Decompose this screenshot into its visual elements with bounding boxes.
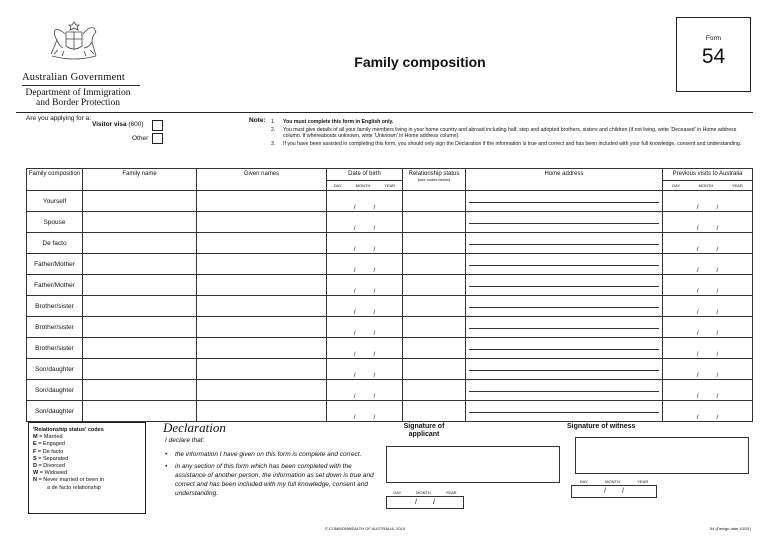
form-id: 54 (Design date 10/15): [710, 526, 751, 531]
relationship-status-cell[interactable]: [403, 233, 466, 254]
witness-date-field[interactable]: / /: [571, 485, 657, 498]
relationship-status-cell[interactable]: [403, 296, 466, 317]
family-name-cell[interactable]: [83, 359, 197, 380]
table-row: [27, 296, 753, 317]
note-text: If you have been assisted in completing this form, you should only sign the Declaration if the information is true and correct and has been included with your full knowledge, consent and understanding.: [283, 140, 742, 147]
other-checkbox[interactable]: [152, 133, 163, 144]
relationship-status-cell[interactable]: [403, 191, 466, 212]
applying-question: Are you applying for a:: [26, 115, 92, 122]
date-of-birth-cell[interactable]: / /: [327, 380, 403, 401]
previous-visits-cell[interactable]: / /: [663, 401, 753, 422]
previous-visits-cell[interactable]: / /: [663, 191, 753, 212]
department-line-2: and Border Protection: [36, 98, 120, 108]
address-line: [469, 286, 659, 287]
previous-visits-cell[interactable]: / /: [663, 359, 753, 380]
family-member-label: Father/Mother: [27, 275, 83, 296]
relationship-status-cell[interactable]: [403, 380, 466, 401]
address-line: [469, 265, 659, 266]
table-row: [27, 254, 753, 275]
col-relationship-status: Relationship status (see codes below): [403, 169, 466, 191]
relationship-status-cell[interactable]: [403, 275, 466, 296]
previous-visits-cell[interactable]: / /: [663, 275, 753, 296]
date-of-birth-cell[interactable]: / /: [327, 401, 403, 422]
previous-visits-cell[interactable]: / /: [663, 254, 753, 275]
previous-visits-cell[interactable]: / /: [663, 380, 753, 401]
family-member-label: Son/daughter: [27, 380, 83, 401]
date-of-birth-cell[interactable]: / /: [327, 296, 403, 317]
form-number-box: [676, 17, 751, 92]
relationship-status-cell[interactable]: [403, 254, 466, 275]
bullet-icon: •: [165, 451, 168, 458]
family-member-label: Spouse: [27, 212, 83, 233]
relationship-status-cell[interactable]: [403, 317, 466, 338]
family-member-label: Brother/sister: [27, 296, 83, 317]
table-row: [27, 212, 753, 233]
note-number: 3.: [271, 140, 276, 147]
note-label: Note:: [249, 117, 266, 124]
date-of-birth-cell[interactable]: / /: [327, 275, 403, 296]
family-member-label: Father/Mother: [27, 254, 83, 275]
family-member-label: De facto: [27, 233, 83, 254]
date-of-birth-cell[interactable]: / /: [327, 338, 403, 359]
date-of-birth-cell[interactable]: / /: [327, 212, 403, 233]
family-name-cell[interactable]: [83, 191, 197, 212]
government-rule: [22, 85, 140, 86]
applicant-date-field[interactable]: / /: [386, 496, 464, 509]
home-address-cell[interactable]: [466, 233, 663, 254]
previous-visits-cell[interactable]: / /: [663, 338, 753, 359]
code-item: E = Engaged: [33, 441, 65, 448]
table-row: [27, 275, 753, 296]
family-name-cell[interactable]: [83, 380, 197, 401]
previous-visits-cell[interactable]: / /: [663, 233, 753, 254]
relationship-codes-box: [28, 422, 146, 514]
family-name-cell[interactable]: [83, 212, 197, 233]
family-member-label: Yourself: [27, 191, 83, 212]
table-header-row: [27, 169, 753, 191]
note-text: You must complete this form in English only.: [283, 119, 394, 125]
code-item: F = De facto: [33, 448, 64, 455]
visitor-visa-label: [92, 121, 144, 128]
other-label: Other: [132, 135, 149, 142]
code-continuation: a de facto relationship: [47, 484, 101, 491]
home-address-cell[interactable]: [466, 212, 663, 233]
codes-title: 'Relationship status' codes: [33, 427, 104, 433]
table-row: [27, 359, 753, 380]
col-family-composition: Family composition: [27, 169, 83, 191]
note-number: 2.: [271, 126, 276, 133]
given-names-cell[interactable]: [197, 401, 327, 422]
witness-signature-field[interactable]: [575, 437, 749, 474]
address-line: [469, 328, 659, 329]
relationship-status-cell[interactable]: [403, 401, 466, 422]
address-line: [469, 307, 659, 308]
date-of-birth-cell[interactable]: / /: [327, 359, 403, 380]
code-item: W = Widowed: [33, 470, 68, 477]
family-name-cell[interactable]: [83, 296, 197, 317]
given-names-cell[interactable]: [197, 359, 327, 380]
visitor-visa-checkbox[interactable]: [152, 120, 163, 131]
home-address-cell[interactable]: [466, 359, 663, 380]
col-given-names: Given names: [197, 169, 327, 191]
family-member-label: Son/daughter: [27, 359, 83, 380]
witness-date: DAY MONTH YEAR / /: [571, 479, 657, 498]
family-name-cell[interactable]: [83, 254, 197, 275]
home-address-cell[interactable]: [466, 191, 663, 212]
home-address-cell[interactable]: [466, 296, 663, 317]
family-member-label: Brother/sister: [27, 338, 83, 359]
given-names-cell[interactable]: [197, 296, 327, 317]
family-member-label: Brother/sister: [27, 317, 83, 338]
given-names-cell[interactable]: [197, 191, 327, 212]
declaration-item: • the information I have given on this form is complete and correct.: [165, 451, 362, 458]
family-name-cell[interactable]: [83, 233, 197, 254]
address-line: [469, 412, 659, 413]
visitor-visa-code: (600): [128, 121, 144, 128]
declaration-intro: I declare that:: [165, 437, 205, 444]
relationship-status-cell[interactable]: [403, 212, 466, 233]
visitor-visa-text: Visitor visa: [92, 121, 127, 128]
table-row: [27, 338, 753, 359]
table-row: [27, 380, 753, 401]
date-of-birth-cell[interactable]: / /: [327, 254, 403, 275]
code-item: M = Married: [33, 434, 63, 441]
note-item: [271, 127, 755, 140]
col-home-address: Home address: [466, 169, 663, 191]
address-line: [469, 202, 659, 203]
table-row: [27, 191, 753, 212]
given-names-cell[interactable]: [197, 338, 327, 359]
home-address-cell[interactable]: [466, 338, 663, 359]
form-number: 54: [701, 45, 726, 68]
form-label: Form: [705, 35, 722, 42]
header-rule: [16, 112, 753, 113]
notes-list: [271, 119, 755, 148]
family-member-label: Son/daughter: [27, 401, 83, 422]
home-address-cell[interactable]: [466, 380, 663, 401]
department-line-1: Department of Immigration: [25, 88, 131, 98]
table-row: [27, 233, 753, 254]
government-name: Australian Government: [22, 72, 126, 83]
note-text: You must give details of all your family members living in your home country and abroad including half, step and adopted brothers, sisters and children (if not living, write 'Deceased' in Home address column. If whereabouts unknown, write 'Unknown' in Home address column).: [283, 126, 737, 140]
page-title: Family composition: [354, 54, 486, 70]
home-address-cell[interactable]: [466, 401, 663, 422]
department-name: [18, 88, 138, 108]
address-line: [469, 223, 659, 224]
home-address-cell[interactable]: [466, 254, 663, 275]
coat-of-arms-logo: [44, 18, 104, 62]
note-item: [271, 119, 755, 126]
previous-visits-cell[interactable]: / /: [663, 212, 753, 233]
address-line: [469, 349, 659, 350]
family-table: [26, 168, 753, 422]
declaration-title: Declaration: [163, 420, 226, 435]
col-previous-visits: Previous visits to Australia DAY MONTH YEAR: [663, 169, 753, 191]
code-item: D = Divorced: [33, 463, 65, 470]
code-item: N = Never married or been in: [33, 477, 105, 484]
bullet-icon: •: [165, 463, 168, 470]
family-name-cell[interactable]: [83, 338, 197, 359]
col-date-of-birth: Date of birth DAY MONTH YEAR: [327, 169, 403, 191]
declaration-list: [165, 450, 375, 501]
given-names-cell[interactable]: [197, 212, 327, 233]
address-line: [469, 391, 659, 392]
given-names-cell[interactable]: [197, 254, 327, 275]
given-names-cell[interactable]: [197, 380, 327, 401]
date-of-birth-cell[interactable]: / /: [327, 191, 403, 212]
declaration-item: • in any section of this form which has been completed with the assistance of another person, the information as set down is true and correct and has been included with my full knowledge, consent and understanding.: [165, 463, 374, 497]
date-of-birth-cell[interactable]: / /: [327, 317, 403, 338]
previous-visits-cell[interactable]: / /: [663, 317, 753, 338]
note-number: 1.: [271, 119, 276, 125]
address-line: [469, 244, 659, 245]
family-name-cell[interactable]: [83, 401, 197, 422]
home-address-cell[interactable]: [466, 275, 663, 296]
copyright: © COMMONWEALTH OF AUSTRALIA, 2015: [325, 526, 405, 531]
applicant-signature-field[interactable]: [386, 446, 560, 483]
given-names-cell[interactable]: [197, 275, 327, 296]
col-family-name: Family name: [83, 169, 197, 191]
applicant-date: DAY MONTH YEAR / /: [386, 490, 464, 509]
relationship-status-cell[interactable]: [403, 359, 466, 380]
address-line: [469, 370, 659, 371]
code-item: S = Separated: [33, 455, 69, 462]
applicant-signature-label: Signature of applicant: [403, 423, 445, 438]
given-names-cell[interactable]: [197, 233, 327, 254]
note-item: [271, 141, 755, 148]
table-row: [27, 401, 753, 422]
previous-visits-cell[interactable]: / /: [663, 296, 753, 317]
witness-signature-label: Signature of witness: [567, 423, 636, 430]
given-names-cell[interactable]: [197, 317, 327, 338]
date-of-birth-cell[interactable]: / /: [327, 233, 403, 254]
home-address-cell[interactable]: [466, 317, 663, 338]
family-name-cell[interactable]: [83, 275, 197, 296]
relationship-status-cell[interactable]: [403, 338, 466, 359]
table-row: [27, 317, 753, 338]
family-name-cell[interactable]: [83, 317, 197, 338]
